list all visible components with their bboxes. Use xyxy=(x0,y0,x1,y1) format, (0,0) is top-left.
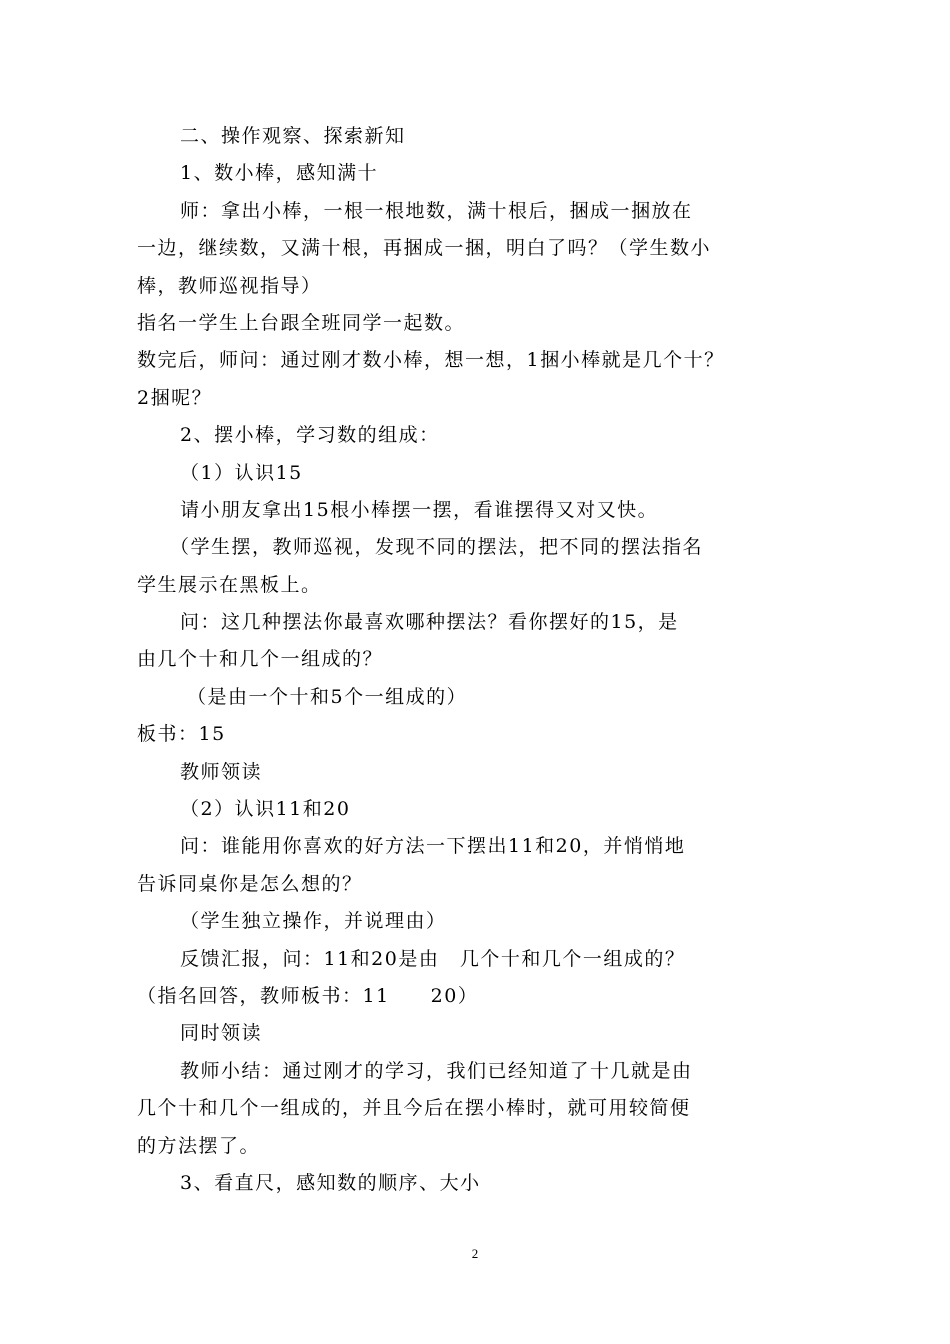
paragraph-line: 问：这几种摆法你最喜欢哪种摆法？看你摆好的15，是 xyxy=(180,611,679,634)
paragraph-line: 指名一学生上台跟全班同学一起数。 xyxy=(137,311,466,334)
paragraph-line: 由几个十和几个一组成的？ xyxy=(137,648,384,671)
paragraph-line: 棒，教师巡视指导） xyxy=(137,274,322,297)
paragraph-line: 数完后，师问：通过刚才数小棒，想一想，1捆小棒就是几个十？ xyxy=(137,349,725,372)
paragraph-line: 同时领读 xyxy=(180,1022,263,1045)
paragraph-line: 的方法摆了。 xyxy=(137,1134,261,1157)
paragraph-line: 几个十和几个一组成的，并且今后在摆小棒时，就可用较简便 xyxy=(137,1097,691,1120)
page-number: 2 xyxy=(471,1246,479,1261)
subsection-heading: （2）认识11和20 xyxy=(180,798,351,821)
paragraph-line: 2捆呢？ xyxy=(137,386,213,409)
subsection-heading: 1、数小棒，感知满十 xyxy=(180,162,379,185)
subsection-heading: 2、摆小棒，学习数的组成： xyxy=(180,424,440,447)
paragraph-line: （是由一个十和5个一组成的） xyxy=(187,685,468,708)
paragraph-line: （学生独立操作，并说理由） xyxy=(180,910,447,933)
paragraph-line: 告诉同桌你是怎么想的？ xyxy=(137,872,363,895)
document-body xyxy=(137,118,737,1202)
paragraph-line: 教师领读 xyxy=(180,760,263,783)
paragraph-line: 板书：15 xyxy=(137,723,226,746)
paragraph-line: 请小朋友拿出15根小棒摆一摆，看谁摆得又对又快。 xyxy=(180,498,659,521)
section-heading: 二、操作观察、探索新知 xyxy=(180,125,406,147)
paragraph-line: （指名回答，教师板书：11 20） xyxy=(137,984,479,1007)
paragraph-line: 教师小结：通过刚才的学习，我们已经知道了十几就是由 xyxy=(180,1059,693,1082)
paragraph-line: （学生摆，教师巡视，发现不同的摆法，把不同的摆法指名 xyxy=(170,536,704,559)
subsection-heading: 3、看直尺，感知数的顺序、大小 xyxy=(180,1171,481,1194)
paragraph-line: 反馈汇报，问：11和20是由 几个十和几个一组成的？ xyxy=(180,947,686,970)
paragraph-line: 问：谁能用你喜欢的好方法一下摆出11和20，并悄悄地 xyxy=(180,835,686,858)
paragraph-line: 学生展示在黑板上。 xyxy=(137,573,322,596)
paragraph-line: 一边，继续数，又满十根，再捆成一捆，明白了吗？（学生数小 xyxy=(137,237,712,260)
paragraph-line: 师：拿出小棒，一根一根地数，满十根后，捆成一捆放在 xyxy=(180,199,693,222)
subsection-heading: （1）认识15 xyxy=(180,461,303,484)
